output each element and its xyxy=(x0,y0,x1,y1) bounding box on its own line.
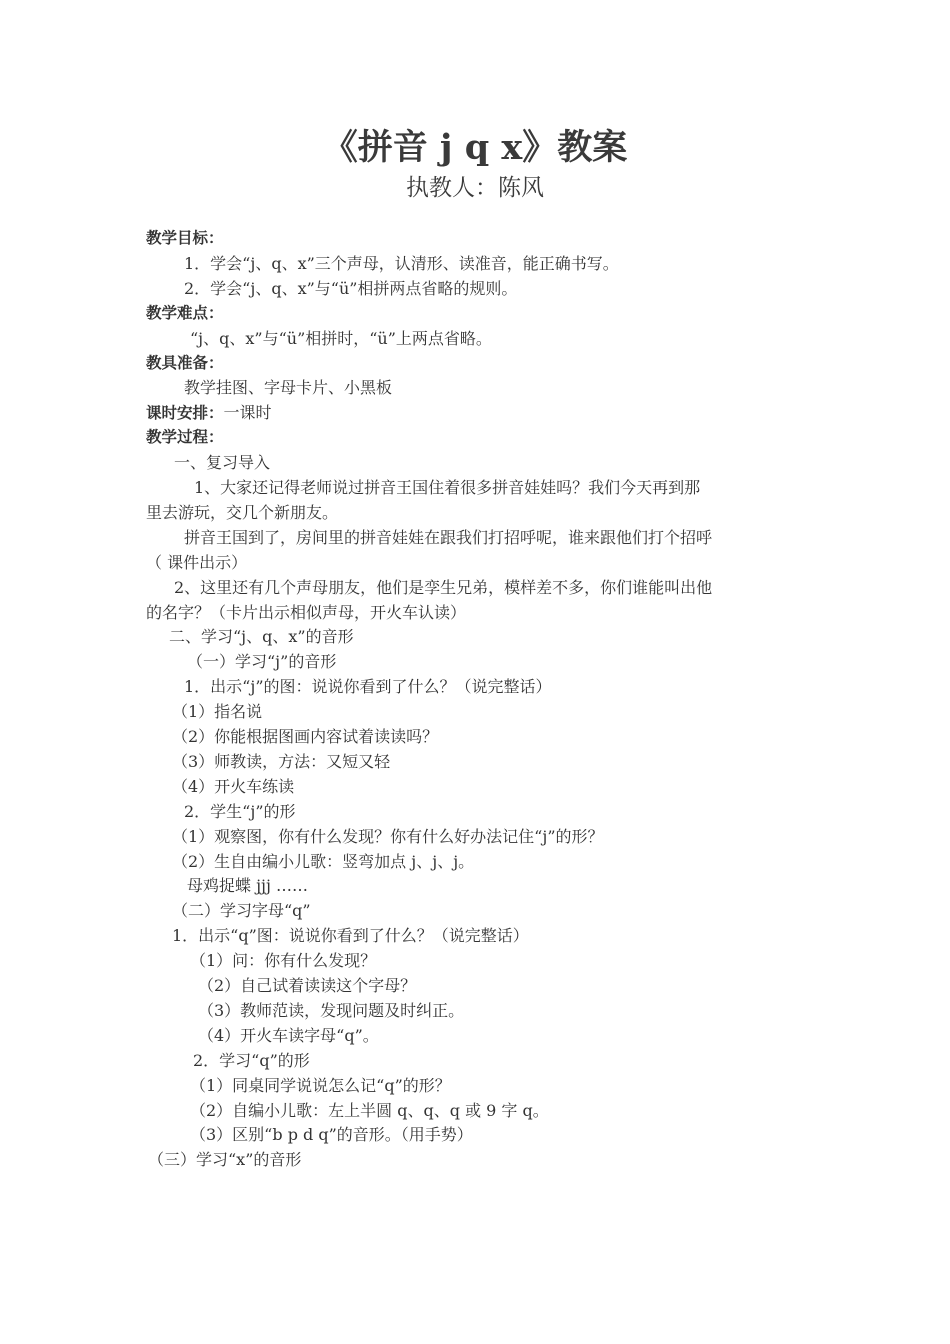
body-line: （2）生自由编小儿歌：竖弯加点 j、j、j。 xyxy=(172,852,475,871)
body-line: （1）观察图，你有什么发现？你有什么好办法记住“j”的形？ xyxy=(172,827,604,846)
body-line: （4）开火车练读 xyxy=(172,777,295,796)
body-line: （2）你能根据图画内容试着读读吗？ xyxy=(172,727,439,746)
body-line: “j、q、x”与“ü”相拼时，“ü”上两点省略。 xyxy=(190,329,492,348)
document-subtitle: 执教人：陈风 xyxy=(406,175,544,201)
body-line: 的名字？（卡片出示相似声母，开火车认读） xyxy=(146,603,467,622)
section-heading: 教学目标： xyxy=(146,229,224,247)
body-line: （3）师教读，方法：又短又轻 xyxy=(172,752,391,771)
body-line: 2、这里还有几个声母朋友，他们是孪生兄弟，模样差不多，你们谁能叫出他 xyxy=(174,578,713,597)
body-line: （2）自编小儿歌：左上半圆 q、q、q 或 9 字 q。 xyxy=(190,1101,549,1120)
section-heading: 教具准备： xyxy=(146,354,224,372)
section-heading: 课时安排：一课时 xyxy=(146,403,272,422)
body-line: 一、复习导入 xyxy=(174,453,271,472)
body-line: （ 课件出示） xyxy=(146,553,248,572)
heading-value: 一课时 xyxy=(223,403,272,422)
body-line: （3）教师范读，发现问题及时纠正。 xyxy=(198,1001,465,1020)
body-line: 2．学习“q”的形 xyxy=(193,1051,310,1070)
body-line: （3）区别“b p d q”的音形。（用手势） xyxy=(190,1125,473,1144)
body-line: 拼音王国到了，房间里的拼音娃娃在跟我们打招呼呢，谁来跟他们打个招呼 xyxy=(184,528,713,547)
body-line: 二、学习“j、q、x”的音形 xyxy=(169,627,354,646)
body-line: 1．学会“j、q、x”三个声母，认清形、读准音，能正确书写。 xyxy=(184,254,619,273)
body-line: （2）自己试着读读这个字母？ xyxy=(198,976,417,995)
document-title: 《拼音 j q x》教案 xyxy=(322,127,628,168)
body-line: （一）学习“j”的音形 xyxy=(187,652,337,671)
body-line: 里去游玩，交几个新朋友。 xyxy=(146,503,339,522)
body-line: 2．学会“j、q、x”与“ü”相拼两点省略的规则。 xyxy=(184,279,518,298)
body-line: （二）学习字母“q” xyxy=(172,901,311,920)
body-line: （1）问：你有什么发现？ xyxy=(190,951,377,970)
body-line: （1）同桌同学说说怎么记“q”的形？ xyxy=(190,1076,451,1095)
section-heading: 教学过程： xyxy=(146,428,224,446)
section-heading: 教学难点： xyxy=(146,304,224,322)
body-line: 2．学生“j”的形 xyxy=(184,802,296,821)
body-line: 1、大家还记得老师说过拼音王国住着很多拼音娃娃吗？我们今天再到那 xyxy=(194,478,701,497)
body-line: 1．出示“j”的图：说说你看到了什么？（说完整话） xyxy=(184,677,552,696)
body-line: （1）指名说 xyxy=(172,702,263,721)
body-line: 教学挂图、字母卡片、小黑板 xyxy=(184,378,393,397)
body-line: 母鸡捉蝶 jjj …… xyxy=(187,876,309,895)
body-line: （三）学习“x”的音形 xyxy=(148,1150,302,1169)
body-line: （4）开火车读字母“q”。 xyxy=(198,1026,379,1045)
body-line: 1．出示“q”图：说说你看到了什么？（说完整话） xyxy=(172,926,529,945)
